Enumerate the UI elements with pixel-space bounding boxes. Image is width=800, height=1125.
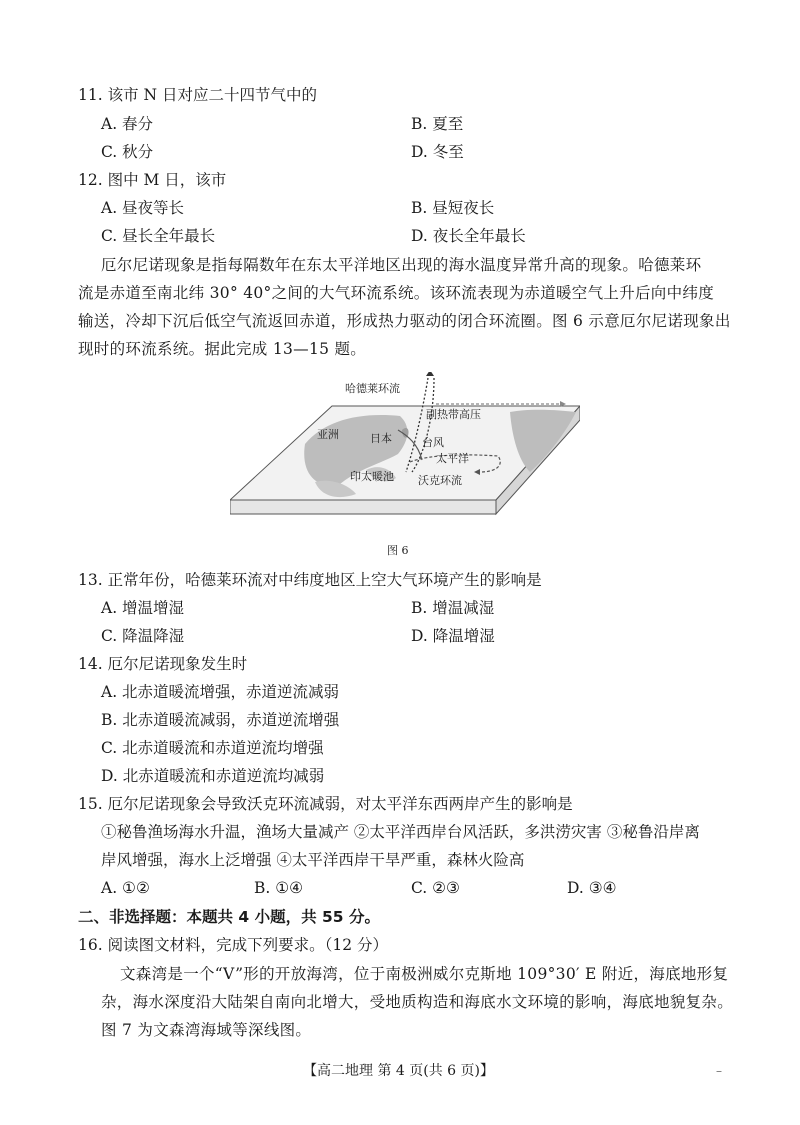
q14-option-a: A. 北赤道暖流增强，赤道逆流减弱	[101, 683, 340, 701]
label-japan: 日本	[370, 432, 392, 445]
q11-option-b: B. 夏至	[411, 115, 464, 133]
q13-option-d: D. 降温增湿	[411, 627, 495, 645]
q12-option-b: B. 昼短夜长	[411, 199, 495, 217]
figure-caption: 图 6	[387, 544, 409, 557]
q12-option-d: D. 夜长全年最长	[411, 227, 526, 245]
q15-stem: 15. 厄尔尼诺现象会导致沃克环流减弱，对太平洋东西两岸产生的影响是	[78, 795, 573, 813]
q13-stem: 13. 正常年份，哈德莱环流对中纬度地区上空大气环境产生的影响是	[78, 571, 542, 589]
q14-option-b: B. 北赤道暖流减弱，赤道逆流增强	[101, 711, 340, 729]
q15-option-b: B. ①④	[254, 879, 304, 897]
q15-option-a: A. ①②	[101, 879, 150, 897]
figure-6-circulation-diagram	[230, 372, 580, 540]
section-heading-non-choice: 二、非选择题：本题共 4 小题，共 55 分。	[78, 908, 380, 926]
label-indo-pacific-warm-pool: 印太暖池	[350, 470, 394, 483]
q11-option-c: C. 秋分	[101, 143, 154, 161]
passage-line-2: 流是赤道至南北纬 30° 40°之间的大气环流系统。该环流表现为赤道暖空气上升后向中纬度	[78, 284, 715, 302]
q13-option-c: C. 降温降湿	[101, 627, 185, 645]
q15-statements-line-2: 岸风增强，海水上泛增强 ④太平洋西岸干旱严重，森林火险高	[101, 851, 525, 869]
page-footer: 【高二地理 第 4 页(共 6 页)】	[303, 1063, 494, 1079]
q16-stem: 16. 阅读图文材料，完成下列要求。（12 分）	[78, 936, 388, 954]
q15-option-d: D. ③④	[567, 879, 617, 897]
label-pacific: 太平洋	[436, 452, 469, 465]
corner-mark: –	[716, 1064, 722, 1078]
label-typhoon: 台风	[422, 436, 444, 449]
q16-passage-line-3: 图 7 为文森湾海域等深线图。	[101, 1021, 312, 1039]
q11-option-a: A. 春分	[101, 115, 154, 133]
q12-option-c: C. 昼长全年最长	[101, 227, 216, 245]
q14-stem: 14. 厄尔尼诺现象发生时	[78, 655, 248, 673]
q11-stem: 11. 该市 N 日对应二十四节气中的	[78, 86, 317, 104]
q12-option-a: A. 昼夜等长	[101, 199, 185, 217]
label-hadley-cell: 哈德莱环流	[345, 382, 400, 395]
q15-option-c: C. ②③	[411, 879, 460, 897]
passage-line-1: 厄尔尼诺现象是指每隔数年在东太平洋地区出现的海水温度异常升高的现象。哈德莱环	[101, 256, 702, 274]
q15-statements-line-1: ①秘鲁渔场海水升温，渔场大量减产 ②太平洋西岸台风活跃，多洪涝灾害 ③秘鲁沿岸离	[101, 823, 700, 841]
q13-option-a: A. 增温增湿	[101, 599, 185, 617]
passage-line-4: 现时的环流系统。据此完成 13—15 题。	[78, 340, 367, 358]
q11-option-d: D. 冬至	[411, 143, 464, 161]
q16-passage-line-2: 杂，海水深度沿大陆架自南向北增大，受地质构造和海底水文环境的影响，海底地貌复杂。	[101, 993, 734, 1011]
label-asia: 亚洲	[317, 428, 339, 441]
q14-option-c: C. 北赤道暖流和赤道逆流均增强	[101, 739, 324, 757]
q14-option-d: D. 北赤道暖流和赤道逆流均减弱	[101, 767, 325, 785]
passage-line-3: 输送，冷却下沉后低空气流返回赤道，形成热力驱动的闭合环流圈。图 6 示意厄尔尼诺现象出	[78, 312, 731, 330]
q13-option-b: B. 增温减湿	[411, 599, 495, 617]
q12-stem: 12. 图中 M 日，该市	[78, 171, 227, 189]
q16-passage-line-1: 文森湾是一个“V”形的开放海湾，位于南极洲威尔克斯地 109°30′ E 附近，海底地形复	[120, 965, 729, 983]
label-walker-circulation: 沃克环流	[418, 474, 462, 487]
label-subtropical-high: 副热带高压	[426, 408, 481, 421]
